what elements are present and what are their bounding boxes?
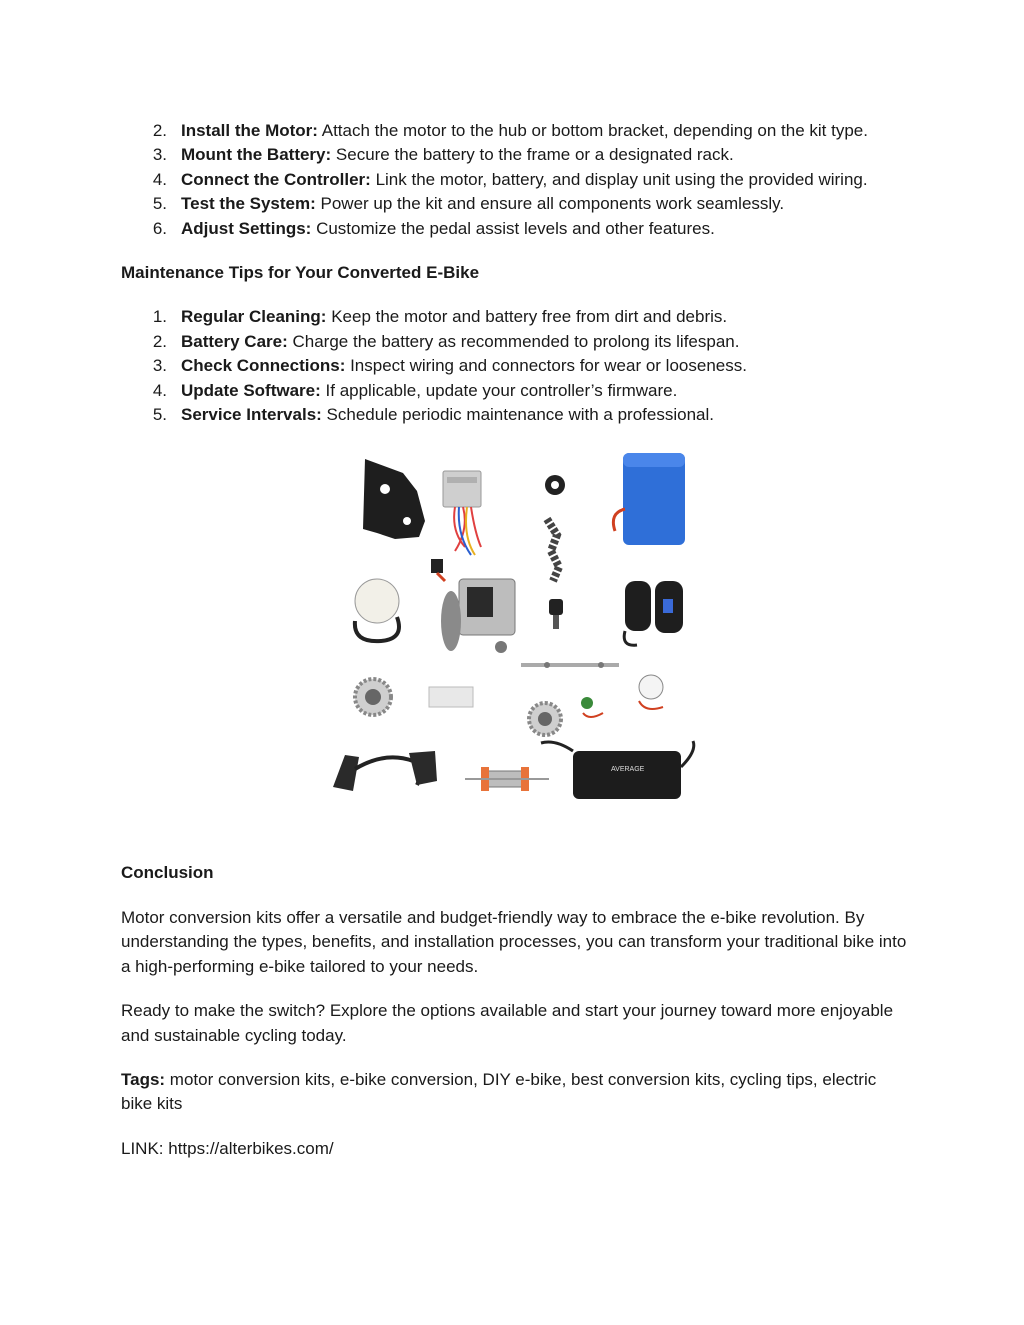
battery-pack bbox=[613, 453, 685, 545]
tip-text: If applicable, update your controller’s firmware. bbox=[320, 380, 678, 400]
document-page bbox=[121, 119, 911, 1181]
battery-charger bbox=[541, 741, 694, 799]
step-title: Mount the Battery: bbox=[181, 145, 332, 165]
brake-levers bbox=[333, 751, 437, 791]
list-number: 2. bbox=[152, 331, 167, 351]
tip-text: Keep the motor and battery free from dirt and debris. bbox=[326, 307, 728, 327]
chain bbox=[547, 519, 559, 581]
list-number: 5. bbox=[152, 194, 167, 214]
link-text: LINK: https://alterbikes.com/ bbox=[121, 1138, 334, 1158]
display-gauge bbox=[639, 675, 663, 709]
install-steps-list bbox=[121, 119, 911, 241]
maintenance-heading: Maintenance Tips for Your Converted E-Bike bbox=[121, 263, 480, 283]
wire-connector bbox=[581, 697, 603, 717]
list-item bbox=[121, 403, 911, 427]
conclusion-heading: Conclusion bbox=[121, 863, 214, 883]
sensor-disc bbox=[355, 579, 399, 641]
step-text: Attach the motor to the hub or bottom bracket, depending on the kit type. bbox=[317, 121, 868, 140]
conclusion-paragraph-1: Motor conversion kits offer a versatile and budget-friendly way to embrace the e-bike revolution. By understanding the types, benefits, and installation processes, you can transform your traditional bike into a high-performing e-bike tailored to your needs. bbox=[121, 907, 907, 976]
list-item bbox=[121, 143, 911, 167]
tip-title: Check Connections: bbox=[181, 356, 346, 376]
controller-box bbox=[443, 471, 481, 555]
list-number: 4. bbox=[152, 380, 167, 400]
list-number: 5. bbox=[152, 405, 167, 425]
conversion-kit-photo bbox=[325, 451, 705, 831]
freewheel-gear bbox=[355, 679, 391, 715]
tip-title: Regular Cleaning: bbox=[181, 307, 327, 327]
tip-text: Inspect wiring and connectors for wear or looseness. bbox=[345, 356, 747, 376]
step-text: Customize the pedal assist levels and other features. bbox=[311, 218, 715, 238]
tip-title: Service Intervals: bbox=[181, 405, 322, 425]
throttle-grips bbox=[624, 581, 683, 645]
charger-label: AVERAGE bbox=[611, 766, 645, 774]
step-text: Secure the battery to the frame or a designated rack. bbox=[331, 145, 734, 165]
step-text: Power up the kit and ensure all components work seamlessly. bbox=[315, 194, 785, 214]
list-number: 3. bbox=[152, 356, 167, 376]
hardware-pack bbox=[429, 687, 473, 707]
tip-title: Update Software: bbox=[181, 380, 321, 400]
list-number: 2. bbox=[152, 121, 167, 140]
list-number: 6. bbox=[152, 218, 167, 238]
step-title: Connect the Controller: bbox=[181, 169, 371, 189]
connector bbox=[431, 559, 443, 573]
list-item bbox=[121, 330, 911, 354]
maintenance-list bbox=[121, 305, 911, 427]
list-item bbox=[121, 168, 911, 192]
list-item bbox=[121, 217, 911, 241]
motor-bracket bbox=[363, 459, 425, 539]
tags-text: motor conversion kits, e-bike conversion, DIY e-bike, best conversion kits, cycling tips, electric bike kits bbox=[121, 1069, 877, 1114]
list-number: 4. bbox=[152, 169, 167, 189]
kit-illustration bbox=[325, 451, 705, 831]
tags-paragraph bbox=[121, 1068, 911, 1117]
hub-axle bbox=[465, 767, 549, 791]
tags-label: Tags: bbox=[121, 1069, 166, 1089]
tip-text: Charge the battery as recommended to prolong its lifespan. bbox=[287, 331, 740, 351]
axle bbox=[521, 662, 619, 668]
list-item bbox=[121, 192, 911, 216]
conclusion-paragraph-2: Ready to make the switch? Explore the options available and start your journey toward more enjoyable and sustainable cycling today. bbox=[121, 1001, 894, 1045]
list-item bbox=[121, 119, 911, 143]
hub-motor bbox=[441, 579, 515, 653]
step-title: Install the Motor: bbox=[181, 121, 318, 140]
list-item bbox=[121, 354, 911, 378]
step-text: Link the motor, battery, and display unit using the provided wiring. bbox=[370, 169, 868, 189]
list-number: 3. bbox=[152, 145, 167, 165]
tip-text: Schedule periodic maintenance with a professional. bbox=[321, 405, 714, 425]
step-title: Test the System: bbox=[181, 194, 316, 214]
sprocket-gear bbox=[529, 703, 561, 735]
tip-title: Battery Care: bbox=[181, 331, 288, 351]
ignition-key bbox=[549, 599, 563, 629]
list-item bbox=[121, 305, 911, 329]
step-title: Adjust Settings: bbox=[181, 218, 312, 238]
list-number: 1. bbox=[152, 307, 167, 327]
list-item bbox=[121, 379, 911, 403]
